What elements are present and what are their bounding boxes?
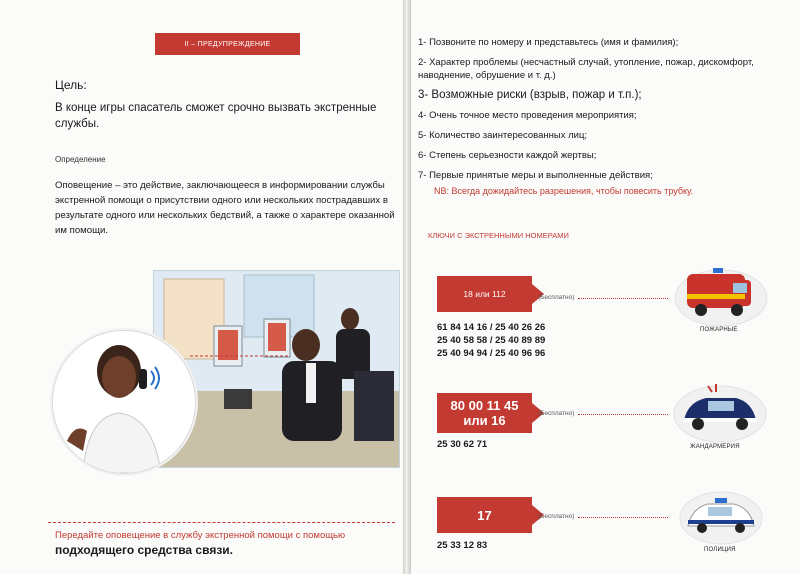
police-label: ПОЛИЦИЯ	[704, 547, 736, 553]
phone-number: 25 40 94 94 / 25 40 96 96	[437, 348, 546, 359]
connector-line	[578, 517, 668, 518]
footer-instruction-bold: подходящего средства связи.	[55, 543, 233, 557]
gendarmerie-number-alt: или 16	[463, 413, 506, 428]
step-item: 3- Возможные риски (взрыв, пожар и т.п.);	[418, 89, 642, 101]
fire-truck-icon	[673, 258, 769, 331]
step-item: 2- Характер проблемы (несчастный случай, утопление, пожар, дискомфорт, наводнение, обрушение и т. д.)	[418, 57, 754, 81]
footer-divider	[48, 522, 395, 523]
alert-steps-list	[418, 36, 783, 189]
connector-line	[578, 414, 668, 415]
phone-number: 61 84 14 16 / 25 40 26 26	[437, 322, 546, 333]
definition-label: Определение	[55, 155, 106, 164]
fire-label: ПОЖАРНЫЕ	[700, 327, 738, 333]
phone-number: 25 33 12 83	[437, 540, 488, 551]
step-item: 5- Количество заинтересованных лиц;	[418, 130, 588, 141]
nb-note: NB: Всегда дожидайтесь разрешения, чтобы повесить трубку.	[434, 186, 694, 196]
gendarmerie-phone-list	[437, 438, 487, 451]
definition-text: Оповещение – это действие, заключающееся в информировании службы экстренной помощи о присутствии одного или нескольких пострадавших в результате одного или нескольких бедствий, а также о характере оказанной им помощи.	[55, 180, 395, 236]
step-item: 1- Позвоните по номеру и представьтесь (имя и фамилия);	[418, 37, 679, 48]
fire-phone-list	[437, 321, 545, 360]
emergency-keys-title: КЛЮЧИ С ЭКСТРЕННЫМИ НОМЕРАМИ	[428, 231, 569, 240]
call-signal-line	[190, 353, 290, 359]
step-item: 4- Очень точное место проведения мероприятия;	[418, 110, 637, 121]
gendarmerie-number-box	[437, 393, 532, 433]
goal-label: Цель:	[55, 78, 87, 92]
caller-illustration	[52, 330, 196, 474]
connector-line	[578, 298, 668, 299]
free-label: (Бесплатно)	[538, 513, 575, 520]
step-item: 6- Степень серьезности каждой жертвы;	[418, 150, 597, 161]
free-label: (Бесплатно)	[538, 294, 575, 301]
police-car-icon	[678, 486, 764, 553]
phone-number: 25 30 62 71	[437, 439, 488, 450]
police-number-box: 17	[437, 497, 532, 533]
gendarmerie-number: 80 00 11 45	[450, 398, 519, 413]
police-phone-list	[437, 539, 487, 552]
fire-number-box: 18 или 112	[437, 276, 532, 312]
phone-number: 25 40 58 58 / 25 40 89 89	[437, 335, 546, 346]
gendarmerie-label: ЖАНДАРМЕРИЯ	[690, 444, 740, 450]
gendarmerie-car-icon	[672, 378, 768, 449]
step-item: 7- Первые принятые меры и выполненные действия;	[418, 170, 653, 181]
book-spine	[403, 0, 411, 574]
call-center-illustration	[153, 270, 400, 468]
goal-text: В конце игры спасатель сможет срочно вызвать экстренные службы.	[55, 102, 377, 130]
section-banner: II – ПРЕДУПРЕЖДЕНИЕ	[155, 33, 300, 55]
free-label: (Бесплатно)	[538, 410, 575, 417]
footer-instruction-red: Передайте оповещение в службу экстренной помощи с помощью	[55, 530, 346, 541]
